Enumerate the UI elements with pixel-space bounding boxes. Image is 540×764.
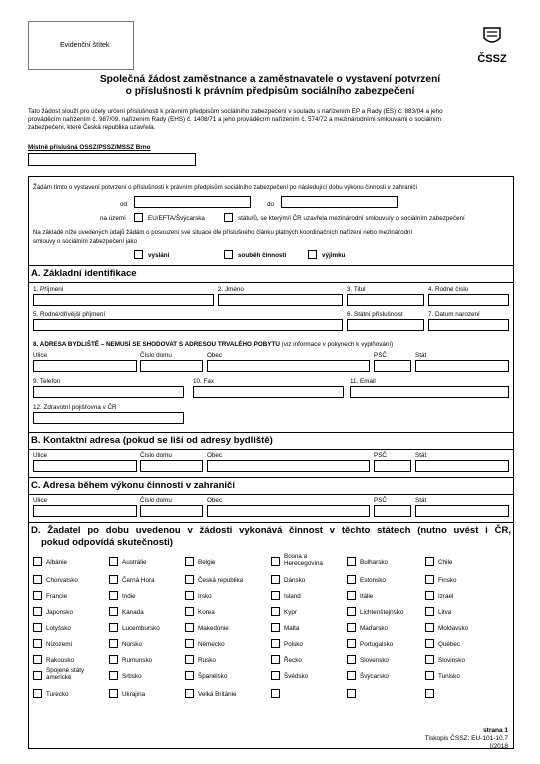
country-label: Maďarsko — [360, 625, 389, 632]
country-label: Bulharsko — [360, 559, 389, 566]
country-label: Moldavsko — [438, 625, 469, 632]
country-checkbox[interactable] — [109, 671, 118, 680]
exception-label: výjimku — [322, 252, 346, 259]
country-checkbox[interactable] — [33, 575, 42, 584]
country-label: Rakousko — [46, 657, 75, 664]
country-checkbox[interactable] — [347, 607, 356, 616]
country-label: Norsko — [122, 641, 142, 648]
country-checkbox[interactable] — [347, 575, 356, 584]
country-checkbox[interactable] — [185, 639, 194, 648]
eu-efta-label: EU/EFTA/Švýcarska — [148, 215, 205, 222]
do-label: do — [267, 201, 275, 208]
country-label: Izrael — [438, 593, 454, 600]
country-label: Malta — [284, 625, 300, 632]
page-title-line1: Společná žádost zaměstnance a zaměstnavatele o vystavení potvrzení — [99, 74, 441, 85]
country-checkbox[interactable] — [271, 689, 280, 698]
fax-input[interactable] — [193, 386, 344, 398]
section-d-heading-line1: D. Žadatel po dobu uvedenou v žádosti vykonává činnost v těchto státech (nutno uvést i ČR, — [31, 525, 511, 536]
country-label: Slovinsko — [438, 657, 465, 664]
country-checkbox-grid — [33, 553, 513, 749]
fax-label: 10. Fax — [193, 378, 214, 385]
first-name-label: 2. Jméno — [218, 286, 244, 293]
house-number-label: Číslo domu — [140, 497, 172, 504]
country-checkbox[interactable] — [185, 671, 194, 680]
city-label: Obec — [207, 352, 223, 359]
request-text: Žádám tímto o vystavení potvrzení o příslušnosti k právním předpisům sociálního zabezpečení po následující dobu výkonu činnosti v zahraničí — [33, 184, 418, 191]
country-checkbox[interactable] — [271, 575, 280, 584]
postal-code-label: PSČ — [374, 452, 387, 459]
country-checkbox[interactable] — [185, 623, 194, 632]
country-label: Stát — [415, 497, 427, 504]
intro-paragraph — [28, 108, 514, 132]
country-label: Česká republika — [198, 577, 244, 584]
birth-date-label: 7. Datum narození — [428, 311, 480, 318]
country-label: Bosna a Herecegovina — [284, 553, 323, 567]
country-checkbox[interactable] — [33, 639, 42, 648]
date-to-input[interactable] — [281, 196, 398, 208]
country-checkbox[interactable] — [425, 639, 434, 648]
country-label: Litva — [438, 609, 452, 616]
country-checkbox[interactable] — [271, 655, 280, 664]
office-input[interactable] — [28, 153, 196, 166]
country-checkbox[interactable] — [109, 575, 118, 584]
residence-address-note: (viz informace v pokynech k vyplňování) — [281, 341, 394, 348]
eu-efta-checkbox[interactable] — [134, 213, 143, 222]
country-label: Finsko — [438, 577, 457, 584]
intro-line: prováděcím nařízením č. 987/09, nařízením Rady (EHS) č. 1408/71 a jeho prováděcím nařízením č. 574/72 a mezinárodními smlouvami o sociálním — [28, 116, 441, 123]
country-checkbox[interactable] — [347, 557, 356, 566]
country-label: Irsko — [198, 593, 212, 600]
country-checkbox[interactable] — [33, 689, 42, 698]
country-checkbox[interactable] — [271, 591, 280, 600]
abroad-city-input[interactable] — [207, 505, 370, 517]
country-checkbox[interactable] — [347, 689, 356, 698]
maiden-name-label: 5. Rodné/dřívější příjmení — [33, 311, 106, 318]
country-label: Lichtenštejnsko — [360, 609, 404, 616]
country-label: Tunisko — [438, 673, 460, 680]
country-checkbox[interactable] — [109, 623, 118, 632]
registration-stamp-label: Evidenční štítek — [60, 42, 110, 49]
surname-input[interactable] — [33, 294, 214, 306]
house-number-label: Číslo domu — [140, 452, 172, 459]
country-checkbox[interactable] — [33, 671, 42, 680]
form-code: Tiskopis ČSSZ: EU-101-10.7 — [424, 735, 508, 742]
intro-line: Tato žádost slouží pro účely určení příslušnosti k právním předpisům sociálního zabezpečení v souladu s nařízením EP a Rady (ES) č. 883/04 a jeho — [28, 108, 443, 115]
country-label: Ukrajina — [122, 691, 146, 698]
country-label: Německo — [198, 641, 225, 648]
country-label: Indie — [122, 593, 136, 600]
country-checkbox[interactable] — [33, 607, 42, 616]
country-checkbox[interactable] — [347, 639, 356, 648]
country-checkbox[interactable] — [271, 639, 280, 648]
country-input[interactable] — [415, 360, 509, 372]
date-from-input[interactable] — [134, 196, 251, 208]
country-checkbox[interactable] — [185, 607, 194, 616]
residence-address-heading — [33, 341, 393, 349]
country-label: Island — [284, 593, 301, 600]
country-label: Estonsko — [360, 577, 386, 584]
country-checkbox[interactable] — [271, 607, 280, 616]
country-label: Stát — [415, 452, 427, 459]
country-checkbox[interactable] — [33, 623, 42, 632]
country-checkbox[interactable] — [347, 591, 356, 600]
country-label: Nizozemí — [46, 641, 73, 648]
country-label: Lucembursko — [122, 625, 160, 632]
country-label: Kypr — [284, 609, 297, 616]
exception-checkbox[interactable] — [308, 250, 317, 259]
birth-number-label: 4. Rodné číslo — [428, 286, 469, 293]
country-checkbox[interactable] — [425, 557, 434, 566]
section-c-heading: C. Adresa během výkonu činnosti v zahraničí — [28, 477, 514, 495]
birth-number-input[interactable] — [428, 294, 509, 306]
city-label: Obec — [207, 452, 223, 459]
country-label: Dánsko — [284, 577, 306, 584]
country-label: Austrálie — [122, 559, 147, 566]
postal-code-label: PSČ — [374, 497, 387, 504]
country-checkbox[interactable] — [271, 671, 280, 680]
country-label: Stát — [415, 352, 427, 359]
house-number-label: Číslo domu — [140, 352, 172, 359]
postal-code-input[interactable] — [374, 360, 411, 372]
cssz-logo — [470, 26, 514, 64]
basis-text-2: smlouvy o sociálním zabezpečení jako — [33, 238, 137, 245]
contact-city-input[interactable] — [207, 460, 370, 472]
country-label: Chorvatsko — [46, 577, 78, 584]
country-checkbox[interactable] — [33, 557, 42, 566]
country-checkbox[interactable] — [185, 591, 194, 600]
country-label: Japonsko — [46, 609, 73, 616]
country-label: Španělsko — [198, 673, 228, 680]
contact-postal-code-input[interactable] — [374, 460, 411, 472]
country-checkbox[interactable] — [425, 689, 434, 698]
country-label: Korea — [198, 609, 215, 616]
page-title-line2: o příslušnosti k právním předpisům sociálního zabezpečení — [125, 86, 415, 97]
country-label: Spojené státy americké — [46, 667, 85, 681]
country-checkbox[interactable] — [347, 671, 356, 680]
country-label: Rusko — [198, 657, 216, 664]
concurrent-activity-checkbox[interactable] — [224, 250, 233, 259]
street-input[interactable] — [33, 360, 137, 372]
street-label: Ulice — [33, 352, 47, 359]
street-label: Ulice — [33, 497, 47, 504]
contact-street-input[interactable] — [33, 460, 137, 472]
surname-label: 1. Příjmení — [33, 286, 64, 293]
section-d-heading — [31, 525, 511, 549]
posting-checkbox[interactable] — [134, 250, 143, 259]
phone-label: 9. Telefon — [33, 378, 61, 385]
nationality-label: 6. Státní příslušnost — [347, 311, 403, 318]
email-input[interactable] — [350, 386, 509, 398]
email-label: 11. Email — [350, 378, 376, 385]
health-insurer-input[interactable] — [33, 412, 184, 424]
country-label: Albánie — [46, 559, 68, 566]
form-edition: I/2018 — [489, 743, 508, 750]
country-checkbox[interactable] — [347, 623, 356, 632]
country-checkbox[interactable] — [425, 623, 434, 632]
country-label: Québec — [438, 641, 461, 648]
country-checkbox[interactable] — [33, 655, 42, 664]
health-insurer-label: 12. Zdravotní pojišťovna v ČR — [33, 404, 117, 411]
country-label: Makedonie — [198, 625, 229, 632]
country-checkbox[interactable] — [271, 557, 280, 566]
country-checkbox[interactable] — [109, 655, 118, 664]
intro-line: zabezpečení, které Česká republika uzavřela. — [28, 124, 156, 131]
country-checkbox[interactable] — [425, 575, 434, 584]
abroad-country-input[interactable] — [415, 505, 509, 517]
country-checkbox[interactable] — [425, 671, 434, 680]
abroad-postal-code-input[interactable] — [374, 505, 411, 517]
country-checkbox[interactable] — [271, 623, 280, 632]
residence-address-title: 8. ADRESA BYDLIŠTĚ – NEMUSÍ SE SHODOVAT S ADRESOU TRVALÉHO POBYTU — [33, 341, 280, 348]
country-label: Lotyšsko — [46, 625, 71, 632]
abroad-house-number-input[interactable] — [140, 505, 203, 517]
street-label: Ulice — [33, 452, 47, 459]
od-label: od — [120, 201, 128, 208]
country-checkbox[interactable] — [109, 639, 118, 648]
nationality-input[interactable] — [347, 319, 424, 331]
section-d-heading-line2: pokud odpovídá skutečnosti) — [41, 537, 173, 548]
first-name-input[interactable] — [218, 294, 343, 306]
office-label: Místně příslušná OSSZ/PSSZ/MSSZ Brno — [28, 144, 151, 151]
treaty-state-label: státu/ů, se kterým/i ČR uzavřela mezinárodní smlouvu/y o sociálním zabezpečení — [238, 215, 465, 222]
abroad-street-input[interactable] — [33, 505, 137, 517]
posting-label: vyslání — [148, 252, 170, 259]
country-label: Francie — [46, 593, 67, 600]
country-checkbox[interactable] — [185, 655, 194, 664]
postal-code-label: PSČ — [374, 352, 387, 359]
country-checkbox[interactable] — [185, 575, 194, 584]
logo-text: ČSSZ — [477, 53, 507, 65]
country-label: Švédsko — [284, 673, 309, 680]
country-label: Polsko — [284, 641, 303, 648]
country-checkbox[interactable] — [185, 557, 194, 566]
page-number: strana 1 — [483, 727, 508, 734]
country-label: Slovensko — [360, 657, 390, 664]
country-checkbox[interactable] — [185, 689, 194, 698]
country-label: Turecko — [46, 691, 69, 698]
country-label: Švýcarsko — [360, 673, 390, 680]
city-label: Obec — [207, 497, 223, 504]
country-checkbox[interactable] — [109, 557, 118, 566]
cssz-emblem-icon — [470, 26, 514, 48]
country-checkbox[interactable] — [425, 591, 434, 600]
country-checkbox[interactable] — [109, 689, 118, 698]
country-label: Portugalsko — [360, 641, 394, 648]
city-input[interactable] — [207, 360, 370, 372]
country-label: Chile — [438, 559, 453, 566]
maiden-name-input[interactable] — [33, 319, 343, 331]
title-input[interactable] — [347, 294, 424, 306]
country-label: Černá Hora — [122, 577, 155, 584]
country-checkbox[interactable] — [347, 655, 356, 664]
country-checkbox[interactable] — [425, 655, 434, 664]
country-checkbox[interactable] — [33, 591, 42, 600]
country-label: Itálie — [360, 593, 374, 600]
basis-text: Na základě níže uvedených údajů žádám o posouzení své situace dle příslušného článku platných koordinačních nařízení nebo mezinárodní — [33, 229, 413, 236]
section-b-heading: B. Kontaktní adresa (pokud se liší od adresy bydliště) — [28, 432, 514, 450]
contact-house-number-input[interactable] — [140, 460, 203, 472]
country-label: Rumunsko — [122, 657, 153, 664]
contact-country-input[interactable] — [415, 460, 509, 472]
treaty-state-checkbox[interactable] — [224, 213, 233, 222]
house-number-input[interactable] — [140, 360, 203, 372]
country-label: Belgie — [198, 559, 216, 566]
country-checkbox[interactable] — [425, 607, 434, 616]
section-d-top-rule — [28, 522, 514, 523]
country-checkbox[interactable] — [109, 591, 118, 600]
country-label: Srbsko — [122, 673, 142, 680]
country-label: Kanada — [122, 609, 144, 616]
title-label: 3. Titul — [347, 286, 366, 293]
territory-label: na území — [100, 215, 126, 222]
country-label: Velká Británie — [198, 691, 237, 698]
country-checkbox[interactable] — [109, 607, 118, 616]
concurrent-activity-label: souběh činností — [238, 252, 287, 259]
section-a-heading: A. Základní identifikace — [28, 265, 514, 283]
birth-date-input[interactable] — [428, 319, 509, 331]
country-label: Řecko — [284, 657, 302, 664]
phone-input[interactable] — [33, 386, 184, 398]
